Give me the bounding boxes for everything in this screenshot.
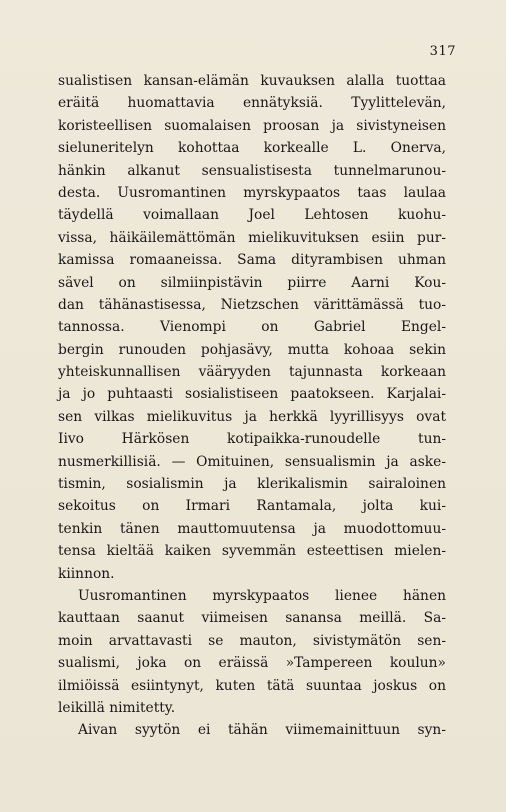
paragraph-start-line: Uusromantinen myrskypaatos lienee hänen (78, 587, 446, 604)
text-line: tannossa. Vienompi on Gabriel Engel- (58, 319, 446, 336)
text-line: sieluneritelyn kohottaa korkealle L. Onerva, (58, 140, 446, 157)
text-line: tismin, sosialismin ja klerikalismin sairaloinen (58, 476, 446, 493)
text-line: bergin runouden pohjasävy, mutta kohoaa sekin (58, 341, 446, 358)
body-text (58, 70, 446, 742)
paragraph-start-line: Aivan syytön ei tähän viimemainittuun syn- (78, 722, 446, 739)
text-line: sävel on silmiinpistävin piirre Aarni Kou- (58, 274, 446, 291)
paragraph-end-line: leikillä nimitetty. (58, 699, 176, 716)
text-line: tenkin tänen mauttomuutensa ja muodottomuu- (58, 520, 446, 537)
text-line: kauttaan saanut viimeisen sanansa meillä. Sa- (58, 610, 446, 627)
text-line: tensa kieltää kaiken syvemmän esteettisen mielen- (58, 543, 446, 560)
text-line: ja jo puhtaasti sosialistiseen paatokseen. Karjalai- (58, 386, 446, 403)
text-line: sualismi, joka on eräissä »Tampereen koulun» (58, 655, 446, 672)
text-line: kamissa romaaneissa. Sama dityrambisen uhman (58, 252, 446, 269)
text-line: yhteiskunnallisen vääryyden tajunnasta korkeaan (58, 364, 446, 381)
text-line: moin arvattavasti se mauton, sivistymätön sen- (58, 632, 446, 649)
text-line: sekoitus on Irmari Rantamala, jolta kui- (58, 498, 446, 515)
text-line: sualistisen kansan-elämän kuvauksen alalla tuottaa (58, 73, 446, 89)
text-line: Iivo Härkösen kotipaikka-runoudelle tun- (58, 431, 446, 448)
text-line: dan tähänastisessa, Nietzschen värittämässä tuo- (58, 296, 446, 313)
text-line: eräitä huomattavia ennätyksiä. Tyylittelevän, (58, 95, 446, 112)
text-line: ilmiöissä esiintynyt, kuten tätä suuntaa joskus on (58, 677, 446, 694)
text-line: sen vilkas mielikuvitus ja herkkä lyyrillisyys ovat (58, 408, 446, 425)
text-line: täydellä voimallaan Joel Lehtosen kuohu- (58, 207, 446, 224)
text-line: vissa, häikäilemättömän mielikuvituksen esiin pur- (58, 229, 446, 246)
text-line: nusmerkillisiä. — Omituinen, sensualismin ja aske- (58, 453, 446, 470)
text-line: desta. Uusromantinen myrskypaatos taas laulaa (58, 184, 446, 201)
text-line: hänkin alkanut sensualistisesta tunnelmarunou- (58, 162, 446, 179)
text-line: koristeellisen suomalaisen proosan ja sivistyneisen (58, 117, 446, 134)
paragraph-end-line: kiinnon. (58, 565, 115, 582)
page-number: 317 (429, 44, 456, 59)
